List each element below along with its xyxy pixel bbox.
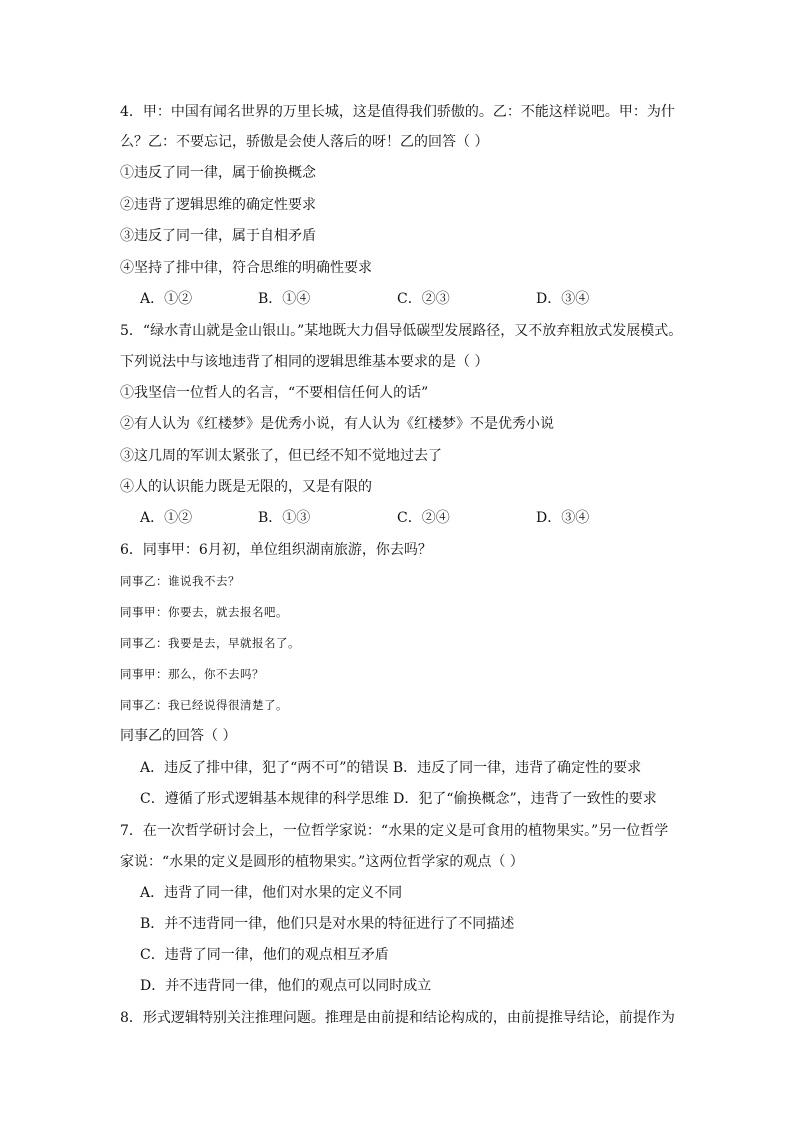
q4-option-d: D．③④ <box>536 291 590 307</box>
q8-stem-line-1: 8．形式逻辑特别关注推理问题。推理是由前提和结论构成的，由前提推导结论，前提作为 <box>120 1010 675 1026</box>
q6-dialogue-line-3: 同事乙：我要是去，早就报名了。 <box>120 636 300 650</box>
q4-item-3: ③违反了同一律，属于自相矛盾 <box>120 228 316 244</box>
q4-item-1: ①违反了同一律，属于偷换概念 <box>120 165 316 181</box>
q5-item-2: ②有人认为《红楼梦》是优秀小说，有人认为《红楼梦》不是优秀小说 <box>120 416 554 432</box>
q4-item-4: ④坚持了排中律，符合思维的明确性要求 <box>120 260 372 276</box>
q7-stem-line-1: 7．在一次哲学研讨会上，一位哲学家说：“水果的定义是可食用的植物果实。”另一位哲学 <box>120 823 669 839</box>
q6-dialogue-line-2: 同事甲：你要去，就去报名吧。 <box>120 605 288 619</box>
q5-option-a: A．①② <box>140 510 193 526</box>
q7-option-d: D．并不违背同一律，他们的观点可以同时成立 <box>140 978 432 994</box>
q6-dialogue-line-4: 同事甲：那么，你不去吗？ <box>120 667 264 681</box>
q6-dialogue-line-5: 同事乙：我已经说得很清楚了。 <box>120 698 288 712</box>
q5-item-4: ④人的认识能力既是无限的，又是有限的 <box>120 479 372 495</box>
q5-stem-line-1: 5．“绿水青山就是金山银山。”某地既大力倡导低碳型发展路径，又不放弃粗放式发展模式。 <box>120 323 683 339</box>
q5-option-b: B．①③ <box>258 510 311 526</box>
q6-question: 同事乙的回答（ ） <box>120 728 237 744</box>
q5-stem-line-2: 下列说法中与该地违背了相同的逻辑思维基本要求的是（ ） <box>120 354 489 370</box>
q4-stem-line-1: 4．甲：中国有闻名世界的万里长城，这是值得我们骄傲的。乙：不能这样说吧。甲：为什 <box>120 104 675 120</box>
q7-option-c: C．违背了同一律，他们的观点相互矛盾 <box>140 947 389 963</box>
q4-option-c: C．②③ <box>397 291 450 307</box>
q5-option-d: D．③④ <box>536 510 590 526</box>
q6-stem: 6．同事甲：6月初，单位组织湖南旅游，你去吗？ <box>120 542 432 558</box>
q4-item-2: ②违背了逻辑思维的确定性要求 <box>120 197 316 213</box>
q4-option-b: B．①④ <box>258 291 311 307</box>
q6-options-line-1: A．违反了排中律，犯了“两不可”的错误 B．违反了同一律，违背了确定性的要求 <box>140 760 642 776</box>
q7-option-a: A．违背了同一律，他们对水果的定义不同 <box>140 885 403 901</box>
q7-stem-line-2: 家说：“水果的定义是圆形的植物果实。”这两位哲学家的观点（ ） <box>120 854 524 870</box>
q7-option-b: B．并不违背同一律，他们只是对水果的特征进行了不同描述 <box>140 916 515 932</box>
q5-option-c: C．②④ <box>397 510 450 526</box>
q4-stem-line-2: 么？乙：不要忘记，骄傲是会使人落后的呀！乙的回答（ ） <box>120 134 489 150</box>
q6-options-line-2: C．遵循了形式逻辑基本规律的科学思维 D．犯了“偷换概念”，违背了一致性的要求 <box>140 791 657 807</box>
q5-item-3: ③这几周的军训太紧张了，但已经不知不觉地过去了 <box>120 448 442 464</box>
q6-dialogue-line-1: 同事乙：谁说我不去？ <box>120 574 240 588</box>
q5-item-1: ①我坚信一位哲人的名言，“不要相信任何人的话” <box>120 385 429 401</box>
q4-option-a: A．①② <box>140 291 193 307</box>
